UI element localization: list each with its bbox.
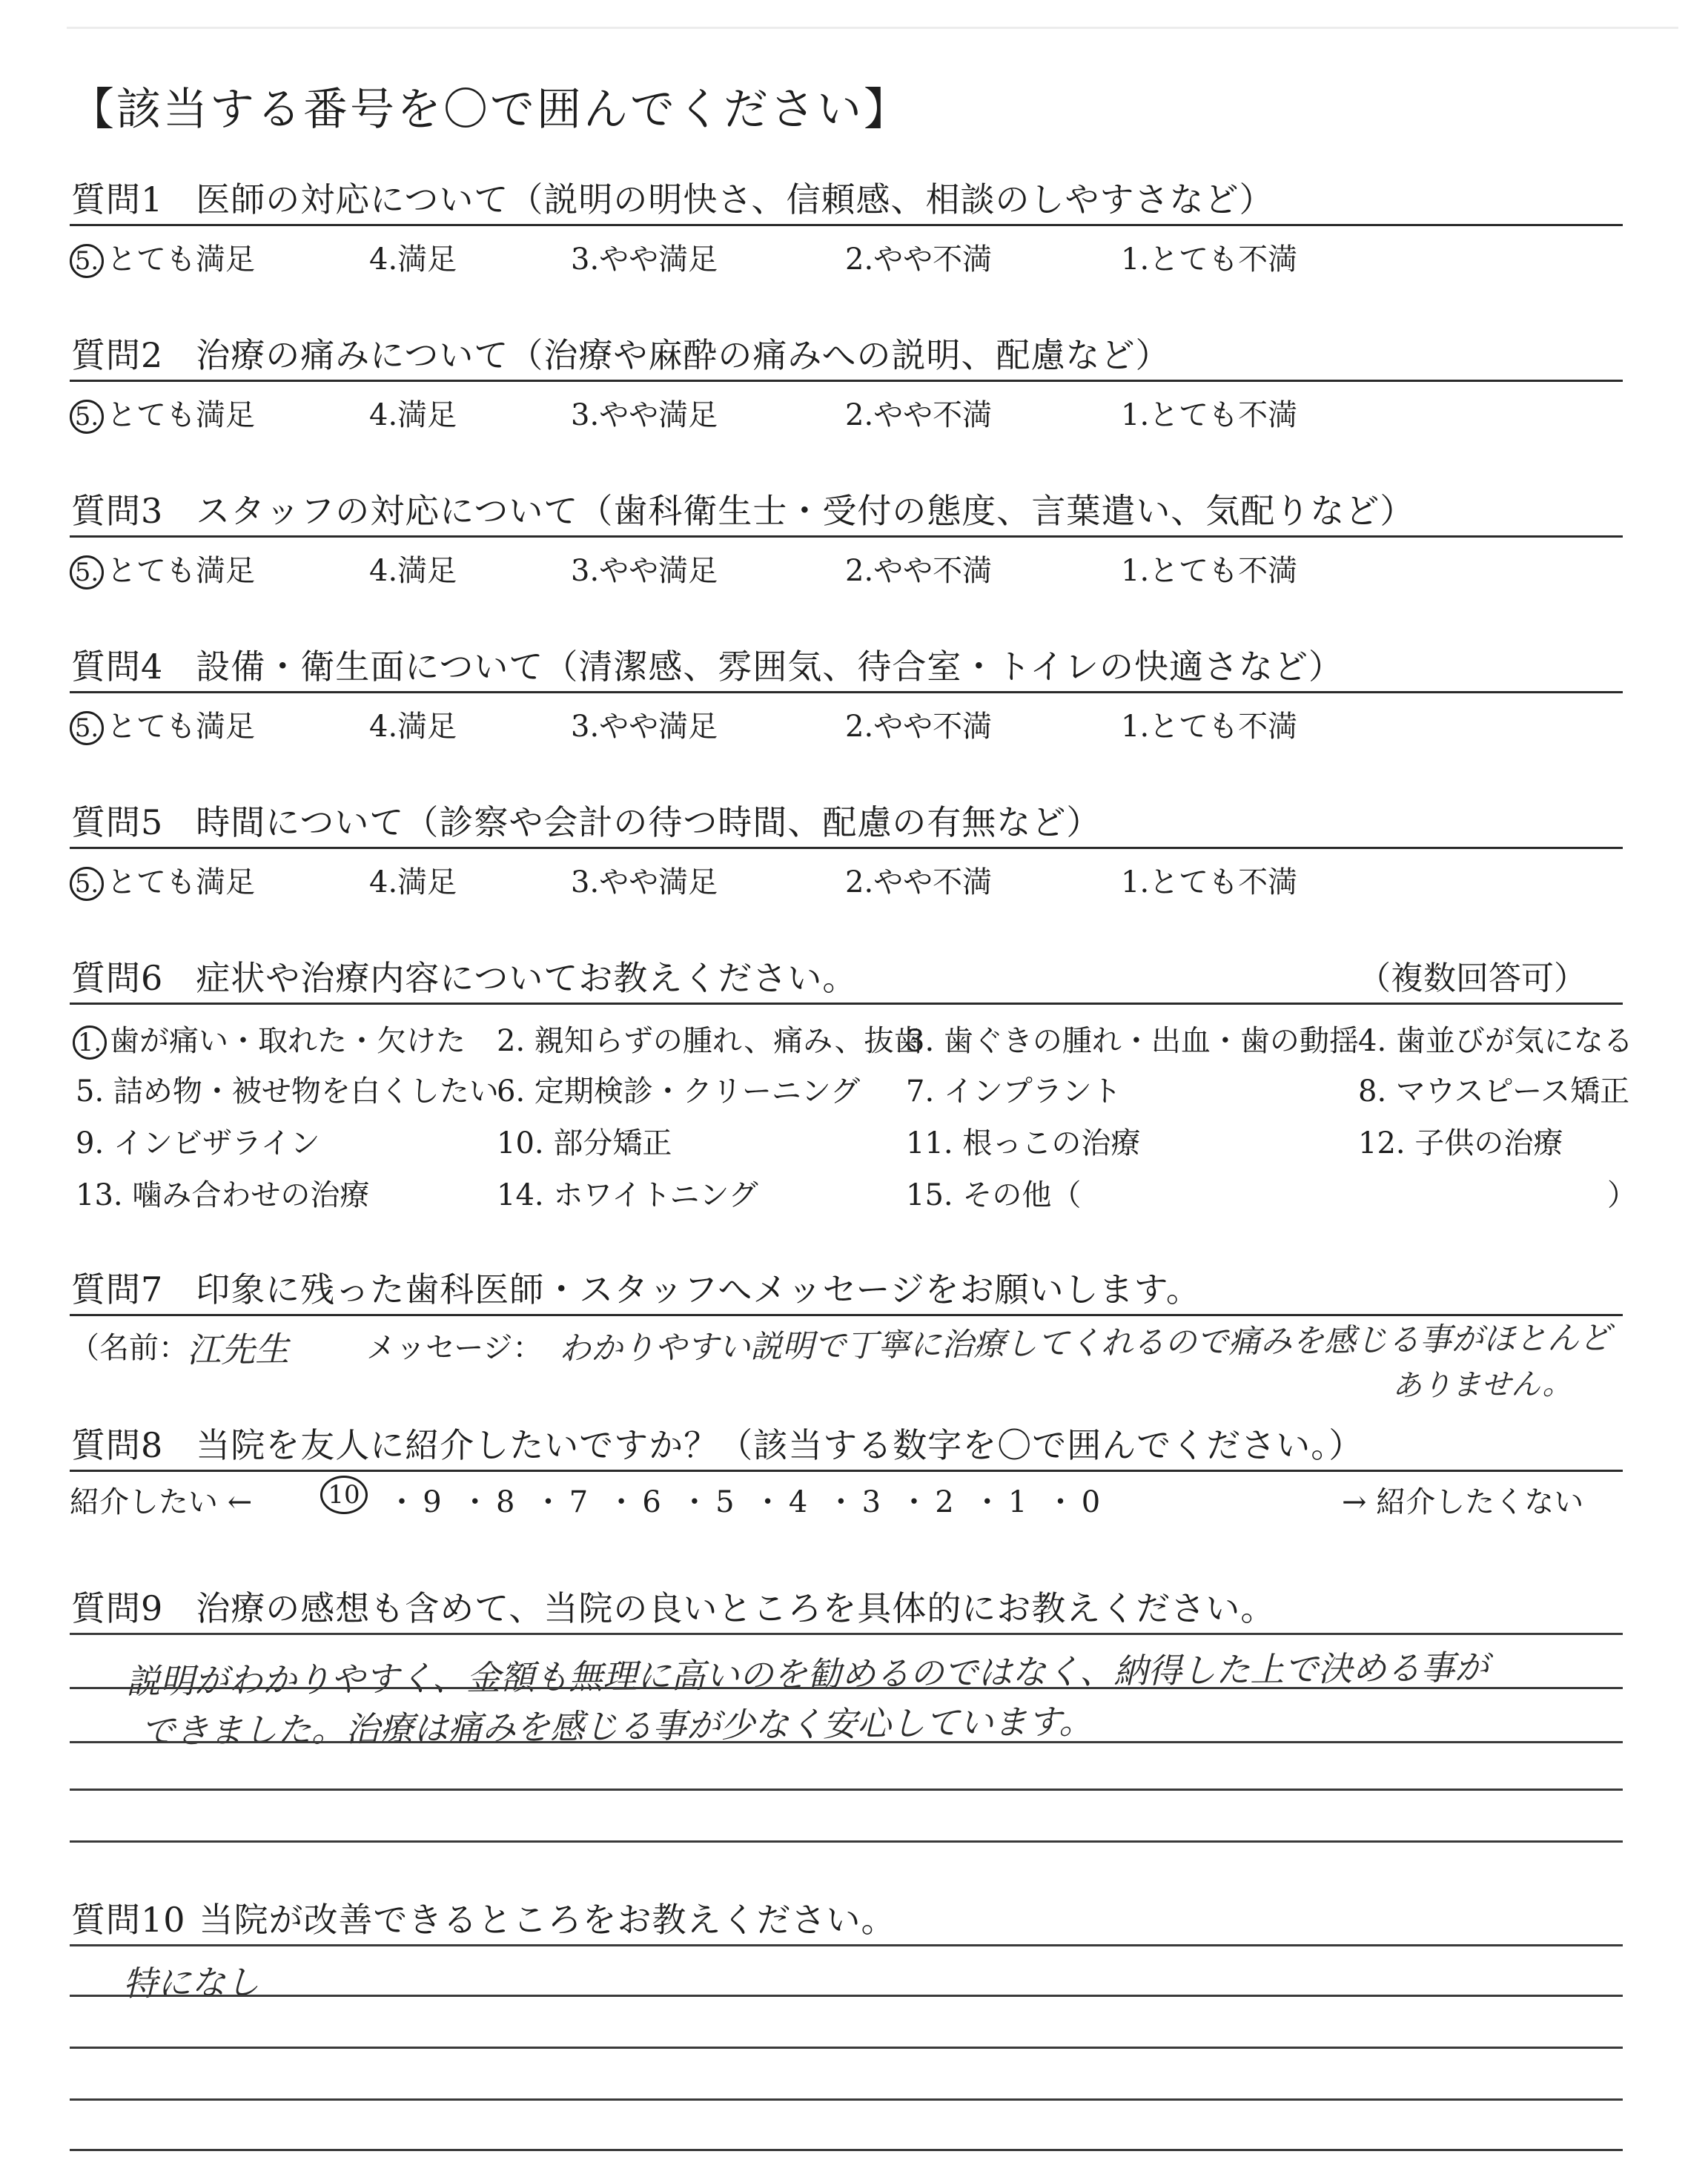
q6-item-1-label: 歯が痛い・取れた・欠けた [110,1024,466,1058]
q4-option-2[interactable]: 2.やや不満 [845,710,993,744]
q9-answer-text-2[interactable]: できました。治療は痛みを感じる事が少なく安心しています。 [140,1701,1093,1751]
q2-option-5-label: とても満足 [107,398,255,432]
page-title: 【該当する番号を〇で囲んでください】 [70,84,910,136]
q3-selected-circle: 5. [70,555,104,589]
question-7-label: 質問7 [71,1269,164,1309]
question-10-label: 質問10 [71,1900,186,1940]
question-2-label: 質問2 [71,335,164,375]
question-1 [71,173,1274,222]
q5-option-3[interactable]: 3.やや満足 [571,865,718,899]
q7-name-value[interactable]: 江先生 [186,1329,290,1370]
q3-option-5[interactable] [70,547,255,589]
question-3-rule [70,535,1623,538]
q3-option-3[interactable]: 3.やや満足 [571,554,718,588]
question-1-rule [70,224,1623,226]
question-4 [71,640,1343,689]
q5-selected-circle: 5. [70,867,104,901]
question-6-text: 症状や治療内容についてお教えください。 [196,958,858,998]
q1-option-2[interactable]: 2.やや不満 [845,242,993,277]
q10-answer-line-3 [70,2047,1623,2049]
q7-message-line-1[interactable]: わかりやすい説明で丁寧に治療してくれるので痛みを感じる事がほとんど [558,1319,1612,1368]
q6-other-close-paren: ） [1607,1178,1637,1212]
q6-item-4[interactable]: 4. 歯並びが気になる [1358,1024,1633,1058]
q6-selected-circle: 1. [73,1025,107,1060]
q4-option-3[interactable]: 3.やや満足 [571,710,718,744]
question-5-rule [70,847,1623,849]
question-8 [71,1418,1363,1467]
question-10 [71,1893,896,1942]
q2-option-1[interactable]: 1.とても不満 [1121,398,1298,432]
q8-option-3[interactable]: 3 [861,1485,881,1519]
q4-option-1[interactable]: 1.とても不満 [1121,710,1298,744]
question-4-text: 設備・衛生面について（清潔感、雰囲気、待合室・トイレの快適さなど） [196,647,1344,687]
question-3 [71,484,1414,533]
q1-option-5[interactable] [70,236,255,278]
q10-answer-line-2 [70,1995,1623,1997]
q7-message-line-2[interactable]: ありません。 [1391,1367,1572,1404]
question-9-label: 質問9 [71,1588,164,1628]
q8-option-1[interactable]: 1 [1008,1485,1027,1519]
q6-item-14[interactable]: 14. ホワイトニング [497,1178,758,1212]
q8-option-5[interactable]: 5 [715,1485,735,1519]
question-5 [71,796,1101,845]
question-5-text: 時間について（診察や会計の待つ時間、配慮の有無など） [196,802,1102,842]
q8-option-6[interactable]: 6 [642,1485,661,1519]
question-8-rule [70,1470,1623,1472]
q10-answer-line-1 [70,1944,1623,1946]
q8-option-10[interactable] [320,1476,368,1514]
q6-item-12[interactable]: 12. 子供の治療 [1358,1126,1563,1160]
q6-item-5[interactable]: 5. 詰め物・被せ物を白くしたい [76,1074,499,1109]
q6-item-6[interactable]: 6. 定期検診・クリーニング [497,1074,861,1109]
q3-option-2[interactable]: 2.やや不満 [845,554,993,588]
question-3-text: スタッフの対応について（歯科衛生士・受付の態度、言葉遣い、気配りなど） [196,491,1415,531]
q9-answer-text-1[interactable]: 説明がわかりやすく、金額も無理に高いのを勧めるのではなく、納得した上で決める事が [125,1647,1489,1702]
q9-answer-line-5 [70,1840,1623,1843]
question-2 [71,328,1170,377]
question-7-text: 印象に残った歯科医師・スタッフへメッセージをお願いします。 [196,1269,1201,1309]
question-6-label: 質問6 [71,958,164,998]
question-5-label: 質問5 [71,802,164,842]
q10-answer-line-4 [70,2098,1623,2101]
q8-option-4[interactable]: 4 [788,1485,808,1519]
question-8-label: 質問8 [71,1425,164,1465]
question-2-text: 治療の痛みについて（治療や麻酔の痛みへの説明、配慮など） [196,335,1171,375]
q6-item-1[interactable] [73,1017,466,1060]
q4-option-5[interactable] [70,703,255,745]
q5-option-5-label: とても満足 [107,865,255,899]
question-8-text: 当院を友人に紹介したいですか？（該当する数字を〇で囲んでください。） [196,1425,1364,1465]
q8-option-0[interactable]: 0 [1081,1485,1101,1519]
question-10-text: 当院が改善できるところをお教えください。 [199,1900,896,1940]
q4-option-4[interactable]: 4.満足 [369,710,457,744]
q1-selected-circle: 5. [70,244,104,278]
q2-selected-circle: 5. [70,400,104,434]
q8-option-9[interactable]: 9 [423,1485,442,1519]
question-7 [71,1263,1201,1312]
q2-option-2[interactable]: 2.やや不満 [845,398,993,432]
q1-option-5-label: とても満足 [107,242,255,277]
q7-message-label: メッセージ： [366,1331,543,1365]
question-4-rule [70,691,1623,693]
q3-option-1[interactable]: 1.とても不満 [1121,554,1298,588]
multiple-answers-note: （複数回答可） [1358,960,1586,997]
question-3-label: 質問3 [71,491,164,531]
q3-option-5-label: とても満足 [107,554,255,588]
q2-option-5[interactable] [70,392,255,434]
q8-option-2[interactable]: 2 [935,1485,954,1519]
q2-option-4[interactable]: 4.満足 [369,398,457,432]
q8-scale-right-label: → 紹介したくない [1342,1485,1584,1519]
q6-item-7[interactable]: 7. インプラント [906,1074,1122,1109]
q8-option-7[interactable]: 7 [569,1485,589,1519]
q10-answer-line-5 [70,2149,1623,2151]
q6-item-9[interactable]: 9. インビザライン [76,1126,320,1160]
q8-selected-circle: 10 [320,1476,368,1514]
question-2-rule [70,380,1623,382]
q6-item-8[interactable]: 8. マウスピース矯正 [1358,1074,1630,1109]
q7-name-label: （名前： [70,1331,188,1365]
q8-option-8[interactable]: 8 [495,1485,515,1519]
q6-item-3[interactable]: 3. 歯ぐきの腫れ・出血・歯の動揺 [906,1024,1359,1058]
q1-option-4[interactable]: 4.満足 [369,242,457,277]
q1-option-1[interactable]: 1.とても不満 [1121,242,1298,277]
q6-item-11[interactable]: 11. 根っこの治療 [906,1126,1141,1160]
q3-option-4[interactable]: 4.満足 [369,554,457,588]
q8-scale-left-label: 紹介したい ← [70,1485,253,1519]
q5-option-4[interactable]: 4.満足 [369,865,457,899]
q6-item-2[interactable]: 2. 親知らずの腫れ、痛み、抜歯 [497,1024,924,1058]
q9-answer-line-2 [70,1687,1623,1689]
question-6 [71,951,857,1000]
q9-answer-line-3 [70,1741,1623,1743]
q9-answer-line-4 [70,1789,1623,1791]
q5-option-1[interactable]: 1.とても不満 [1121,865,1298,899]
q5-option-5[interactable] [70,859,255,901]
q8-scale: ・ 9 ・ 8 ・ 7 ・ 6 ・ 5 ・ 4 ・ 3 ・ 2 ・ 1 ・ 0 [387,1479,1109,1521]
question-9 [71,1582,1275,1631]
question-9-text: 治療の感想も含めて、当院の良いところを具体的にお教えください。 [196,1588,1276,1628]
q6-item-15[interactable]: 15. その他（ [906,1178,1082,1212]
q4-selected-circle: 5. [70,711,104,745]
q10-answer-text[interactable]: 特になし [122,1962,260,2004]
q6-item-10[interactable]: 10. 部分矯正 [497,1126,672,1160]
q6-item-13[interactable]: 13. 噛み合わせの治療 [76,1178,370,1212]
q9-answer-line-1 [70,1633,1623,1635]
q1-option-3[interactable]: 3.やや満足 [571,242,718,277]
question-1-text: 医師の対応について（説明の明快さ、信頼感、相談のしやすさなど） [196,179,1274,219]
question-1-label: 質問1 [71,179,164,219]
q4-option-5-label: とても満足 [107,710,255,744]
question-4-label: 質問4 [71,647,164,687]
q2-option-3[interactable]: 3.やや満足 [571,398,718,432]
question-6-rule [70,1003,1623,1005]
q5-option-2[interactable]: 2.やや不満 [845,865,993,899]
top-edge-line [67,27,1678,29]
